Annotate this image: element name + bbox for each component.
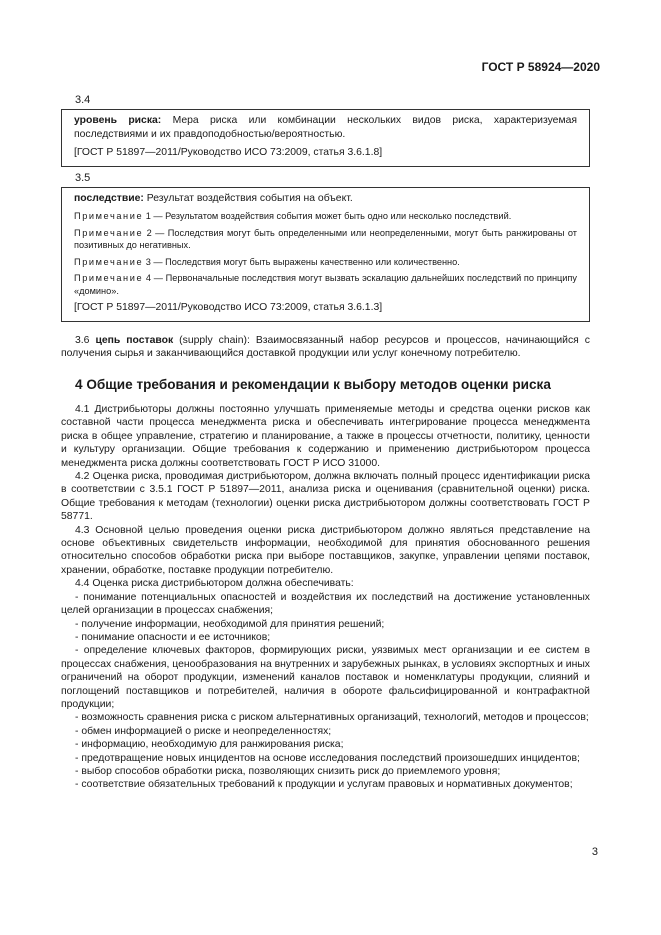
section-4-body <box>61 403 590 792</box>
term-source: [ГОСТ Р 51897—2011/Руководство ИСО 73:2009, статья 3.6.1.3] <box>74 302 383 313</box>
paragraph-4-2: 4.2 Оценка риска, проводимая дистрибьютором, должна включать полный процесс идентификации риска в соответствии с 3.5.1 ГОСТ Р 51897—2011, анализа риска и оценивания (сравнительной оценки) риска. Общие требования к методам (технологии) оценки риска дистрибьютором должны соответствовать ГОСТ Р 58771. <box>61 471 590 523</box>
note-3: Примечание 3 — Последствия могут быть выражены качественно или количественно. <box>74 256 460 267</box>
term-number: 3.4 <box>75 94 91 106</box>
term-box <box>61 109 590 167</box>
term-3-6 <box>61 334 590 361</box>
term-3-5 <box>61 171 590 322</box>
list-item: - понимание опасности и ее источников; <box>75 631 271 643</box>
list-item: - возможность сравнения риска с риском альтернативных организаций, технологий, методов и процессов; <box>75 712 589 724</box>
paragraph-4-4: 4.4 Оценка риска дистрибьютором должна обеспечивать: <box>75 578 354 590</box>
note-2: Примечание 2 — Последствия могут быть определенными или неопределенными, могут быть ранжированы от позитивных до негативных. <box>74 227 577 250</box>
term-definition <box>74 114 577 142</box>
term-name: цепь поставок <box>95 335 174 346</box>
list-item: - получение информации, необходимой для принятия решений; <box>75 618 385 630</box>
term-definition: 3.6 цепь поставок (supply chain): Взаимосвязанный набор ресурсов и процессов, начинающийся с получения сырья и заканчивающийся доставкой продукции или услуг конечному потребителю. <box>61 335 590 360</box>
note-1: Примечание 1 — Результатом воздействия события может быть одно или несколько последствий. <box>74 211 512 221</box>
list-item: - понимание потенциальных опасностей и воздействия их последствий на достижение установленных целей организации в процессах снабжения; <box>61 591 590 617</box>
note-4: Примечание 4 — Первоначальные последствия могут вызвать эскалацию дальнейших последствий по принципу «домино». <box>74 273 577 296</box>
list-item: - предотвращение новых инцидентов на основе исследования последствий произошедших инцидентов; <box>75 752 580 764</box>
section-title: 4 Общие требования и рекомендации к выбору методов оценки риска <box>75 377 551 392</box>
term-text: Результат воздействия события на объект. <box>143 193 353 204</box>
list-item: - обмен информацией о риске и неопределенностях; <box>75 725 332 737</box>
term-name: последствие: <box>74 193 144 204</box>
list-item: - информацию, необходимую для ранжирования риска; <box>75 739 344 751</box>
term-source: [ГОСТ Р 51897—2011/Руководство ИСО 73:2009, статья 3.6.1.8] <box>74 147 383 158</box>
term-number: 3.5 <box>75 172 91 184</box>
list-item: - определение ключевых факторов, формирующих риски, уязвимых мест организации и ее систем в процессах снабжения, ценообразования на внутренних и зарубежных рынках, в условиях экспортных и иных ограничений на оборот продукции, изменений каналов поставок и номенклатуры продукции, слияний и поглощений поставщиков и потребителей, наличия в обороте фальсифицированной и контрафактной продукции; <box>61 645 590 710</box>
list-item: - выбор способов обработки риска, позволяющих снизить риск до приемлемого уровня; <box>75 765 501 777</box>
page-number: 3 <box>591 846 598 858</box>
term-3-4 <box>61 93 590 167</box>
list-item: - соответствие обязательных требований к продукции и услугам правовых и нормативных документов; <box>75 779 573 791</box>
paragraph-4-1: 4.1 Дистрибьюторы должны постоянно улучшать применяемые методы и средства оценки рисков как составной части процесса менеджмента риска и обеспечивать интегрирование процесса менеджмента риска в общее управление, стратегию и планирование, а также в процессы отчетности, политику, ценности и культуру организации. Общие требования к содержанию и применению дистрибьютором процесса менеджмента риска должны соответствовать ГОСТ Р ИСО 31000. <box>61 404 590 469</box>
term-text: Мера риска или комбинации нескольких видов риска, характеризуемая последствиями и их правдоподобностью/вероятностью. <box>74 115 577 140</box>
paragraph-4-3: 4.3 Основной целью проведения оценки риска дистрибьютором должно являться представление на основе объективных свидетельств информации, необходимой для принятия обоснованного решения относительно способов обработки риска при выборе поставщиков, закупке, управлении цепями поставок, хранении, обработке, поставке продукции потребителю. <box>61 524 590 576</box>
term-name: уровень риска: <box>74 115 162 126</box>
standard-designation: ГОСТ Р 58924—2020 <box>481 60 600 74</box>
term-definition <box>74 192 577 206</box>
term-box <box>61 187 590 322</box>
